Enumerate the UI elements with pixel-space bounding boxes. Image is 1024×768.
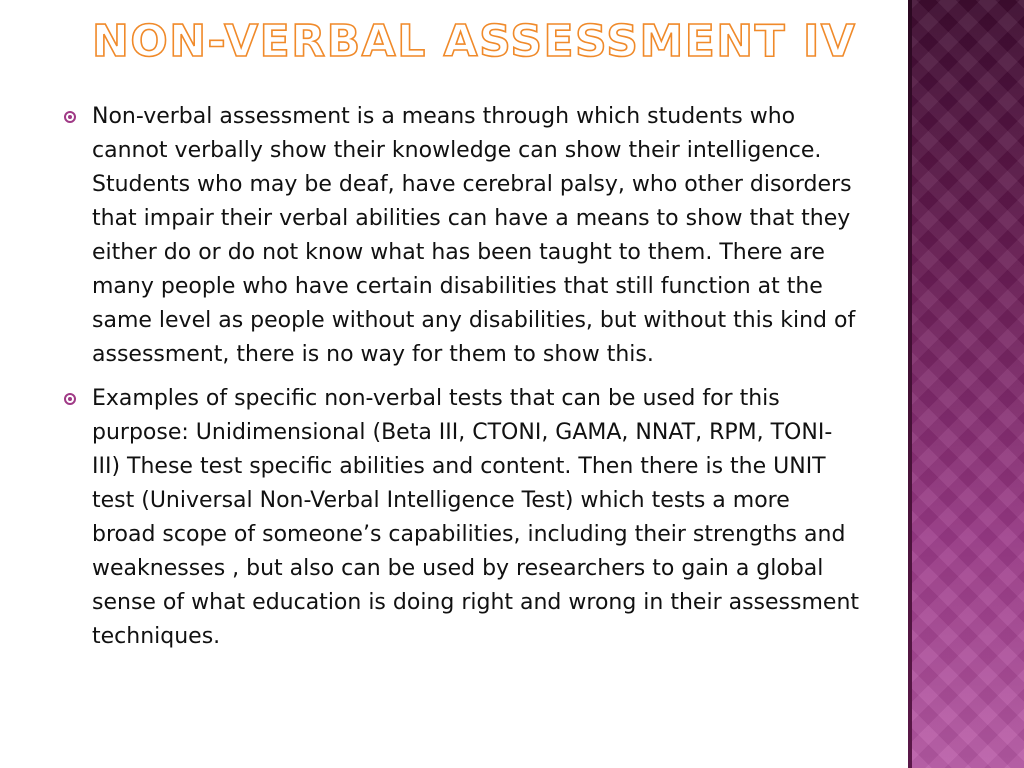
- decorative-side-panel: [912, 0, 1024, 768]
- slide-title: NON-VERBAL ASSESSMENT IV: [92, 16, 857, 67]
- bullet-item: [60, 100, 860, 372]
- bullet-text: Non-verbal assessment is a means through which students who cannot verbally show their knowledge can show their intelligence. Students who may be deaf, have cerebral palsy, who other disorders that impair their verbal abilities can have a means to show that they either do or do not know what has been taught to them. There are many people who have certain disabilities that still function at the same level as people without any disabilities, but without this kind of assessment, there is no way for them to show this.: [92, 104, 856, 367]
- circle-bullet-icon: [64, 111, 76, 123]
- bullet-item: [60, 382, 860, 654]
- bullet-text: Examples of specific non-verbal tests that can be used for this purpose: Unidimensional (Beta III, CTONI, GAMA, NNAT, RPM, TONI-III) These test specific abilities and content. Then there is the UNIT test (Universal Non-Verbal Intelligence Test) which tests a more broad scope of someone’s capabilities, including their strengths and weaknesses , but also can be used by researchers to gain a global sense of what education is doing right and wrong in their assessment techniques.: [92, 386, 860, 649]
- bullet-list: [60, 100, 860, 664]
- circle-bullet-icon: [64, 393, 76, 405]
